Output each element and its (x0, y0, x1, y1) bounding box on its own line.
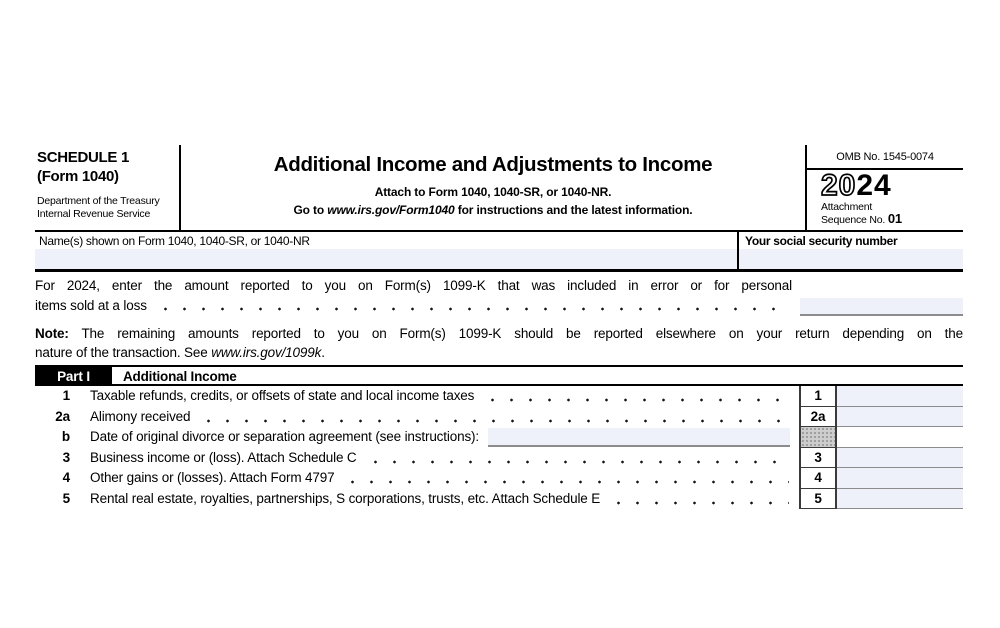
part1-header (35, 365, 963, 386)
line-4-number: 4 (62, 470, 70, 485)
note-line1: Note: The remaining amounts reported to you on Form(s) 1099-K should be reported elsewhere on your return depending on the (35, 326, 963, 341)
tax-year (807, 170, 963, 201)
line-1-box: 1 (799, 386, 837, 407)
part1-label: Part I (35, 367, 112, 384)
line-5-number: 5 (62, 490, 70, 506)
1099k-text-line2 (35, 296, 963, 316)
line-2b-date-input[interactable] (488, 428, 790, 447)
line-1-number: 1 (62, 388, 70, 403)
line-1-text: Taxable refunds, credits, or offsets of state and local income taxes (90, 388, 475, 403)
line-2a-amount-input[interactable] (837, 407, 963, 428)
ssn-label: Your social security number (745, 234, 898, 248)
year-bold-digits: 24 (856, 169, 892, 202)
dot-leader (366, 460, 789, 464)
row-line-5 (35, 489, 963, 510)
1099k-text-line1: For 2024, enter the amount reported to you on Form(s) 1099-K that was included in error or for personal (35, 278, 792, 293)
line-2b-text: Date of original divorce or separation agreement (see instructions): (90, 429, 479, 444)
line-3-amount-input[interactable] (837, 448, 963, 469)
ssn-input[interactable] (739, 249, 963, 269)
line-2a-number: 2a (55, 408, 70, 424)
line-1-amount-input[interactable] (837, 386, 963, 407)
line-4-text: Other gains or (losses). Attach Form 4797 (90, 470, 335, 485)
line-5-amount-input[interactable] (837, 489, 963, 510)
dot-leader (483, 398, 789, 402)
dot-leader (199, 419, 789, 423)
department-block (37, 195, 177, 221)
row-line-2a (35, 407, 963, 428)
sequence-line: Sequence No. 01 (821, 211, 902, 226)
1099k-line2-text: items sold at a loss (35, 298, 147, 313)
dot-leader (343, 480, 789, 484)
line-4-box: 4 (799, 468, 837, 489)
line-2a-box: 2a (799, 407, 837, 428)
line-5-text: Rental real estate, royalties, partnerships, S corporations, trusts, etc. Attach Schedule E (90, 490, 601, 506)
note-line2: nature of the transaction. See www.irs.gov/1099k. (35, 345, 325, 360)
line-3-number: 3 (62, 449, 70, 465)
part1-table (35, 386, 963, 509)
1099k-amount-input[interactable] (800, 298, 963, 316)
line-2b-shaded-box (799, 427, 837, 448)
note-section (35, 324, 963, 362)
name-label: Name(s) shown on Form 1040, 1040-SR, or 1040-NR (39, 234, 310, 248)
row-line-1 (35, 386, 963, 407)
form-number: (Form 1040) (37, 168, 119, 185)
ssn-cell (739, 232, 963, 269)
goto-prefix: Go to (293, 203, 328, 217)
schedule-number: SCHEDULE 1 (37, 149, 130, 166)
attach-instruction: Attach to Form 1040, 1040-SR, or 1040-NR. (374, 185, 612, 199)
name-cell (35, 232, 739, 269)
goto-suffix: for instructions and the latest information. (454, 203, 693, 217)
attachment-label: Attachment (821, 201, 873, 213)
row-line-3 (35, 448, 963, 469)
line-3-text: Business income or (loss). Attach Schedule C (90, 449, 357, 465)
form-1099k-section (35, 276, 963, 316)
part1-title: Additional Income (123, 369, 237, 384)
sequence-number: 01 (887, 211, 902, 226)
omb-number: OMB No. 1545-0074 (807, 145, 963, 170)
irs-form1040-link: www.irs.gov/Form1040 (327, 203, 455, 217)
dot-leader (609, 501, 789, 505)
attachment-sequence (807, 201, 963, 226)
line-4-amount-input[interactable] (837, 468, 963, 489)
line-2a-text: Alimony received (90, 408, 191, 424)
schedule1-form (35, 145, 963, 509)
row-line-2b (35, 427, 963, 448)
form-title-block (181, 145, 805, 230)
omb-year-block (805, 145, 963, 230)
year-outline-digits: 20 (821, 169, 857, 202)
line-2b-no-entry-cell (837, 427, 963, 448)
department-line: Department of the Treasury (37, 195, 160, 207)
irs-1099k-link: www.irs.gov/1099k (211, 345, 322, 360)
name-input[interactable] (35, 249, 737, 269)
dot-leader (156, 307, 786, 311)
line-2b-number: b (61, 429, 70, 444)
form-header (35, 145, 963, 232)
line-5-box: 5 (799, 489, 837, 510)
row-line-4 (35, 468, 963, 489)
goto-instruction (181, 203, 805, 217)
identity-row (35, 232, 963, 272)
agency-line: Internal Revenue Service (37, 208, 151, 220)
line-3-box: 3 (799, 448, 837, 469)
form-id-block (35, 145, 181, 230)
form-title: Additional Income and Adjustments to Income (273, 153, 713, 176)
note-label: Note: (35, 326, 69, 341)
